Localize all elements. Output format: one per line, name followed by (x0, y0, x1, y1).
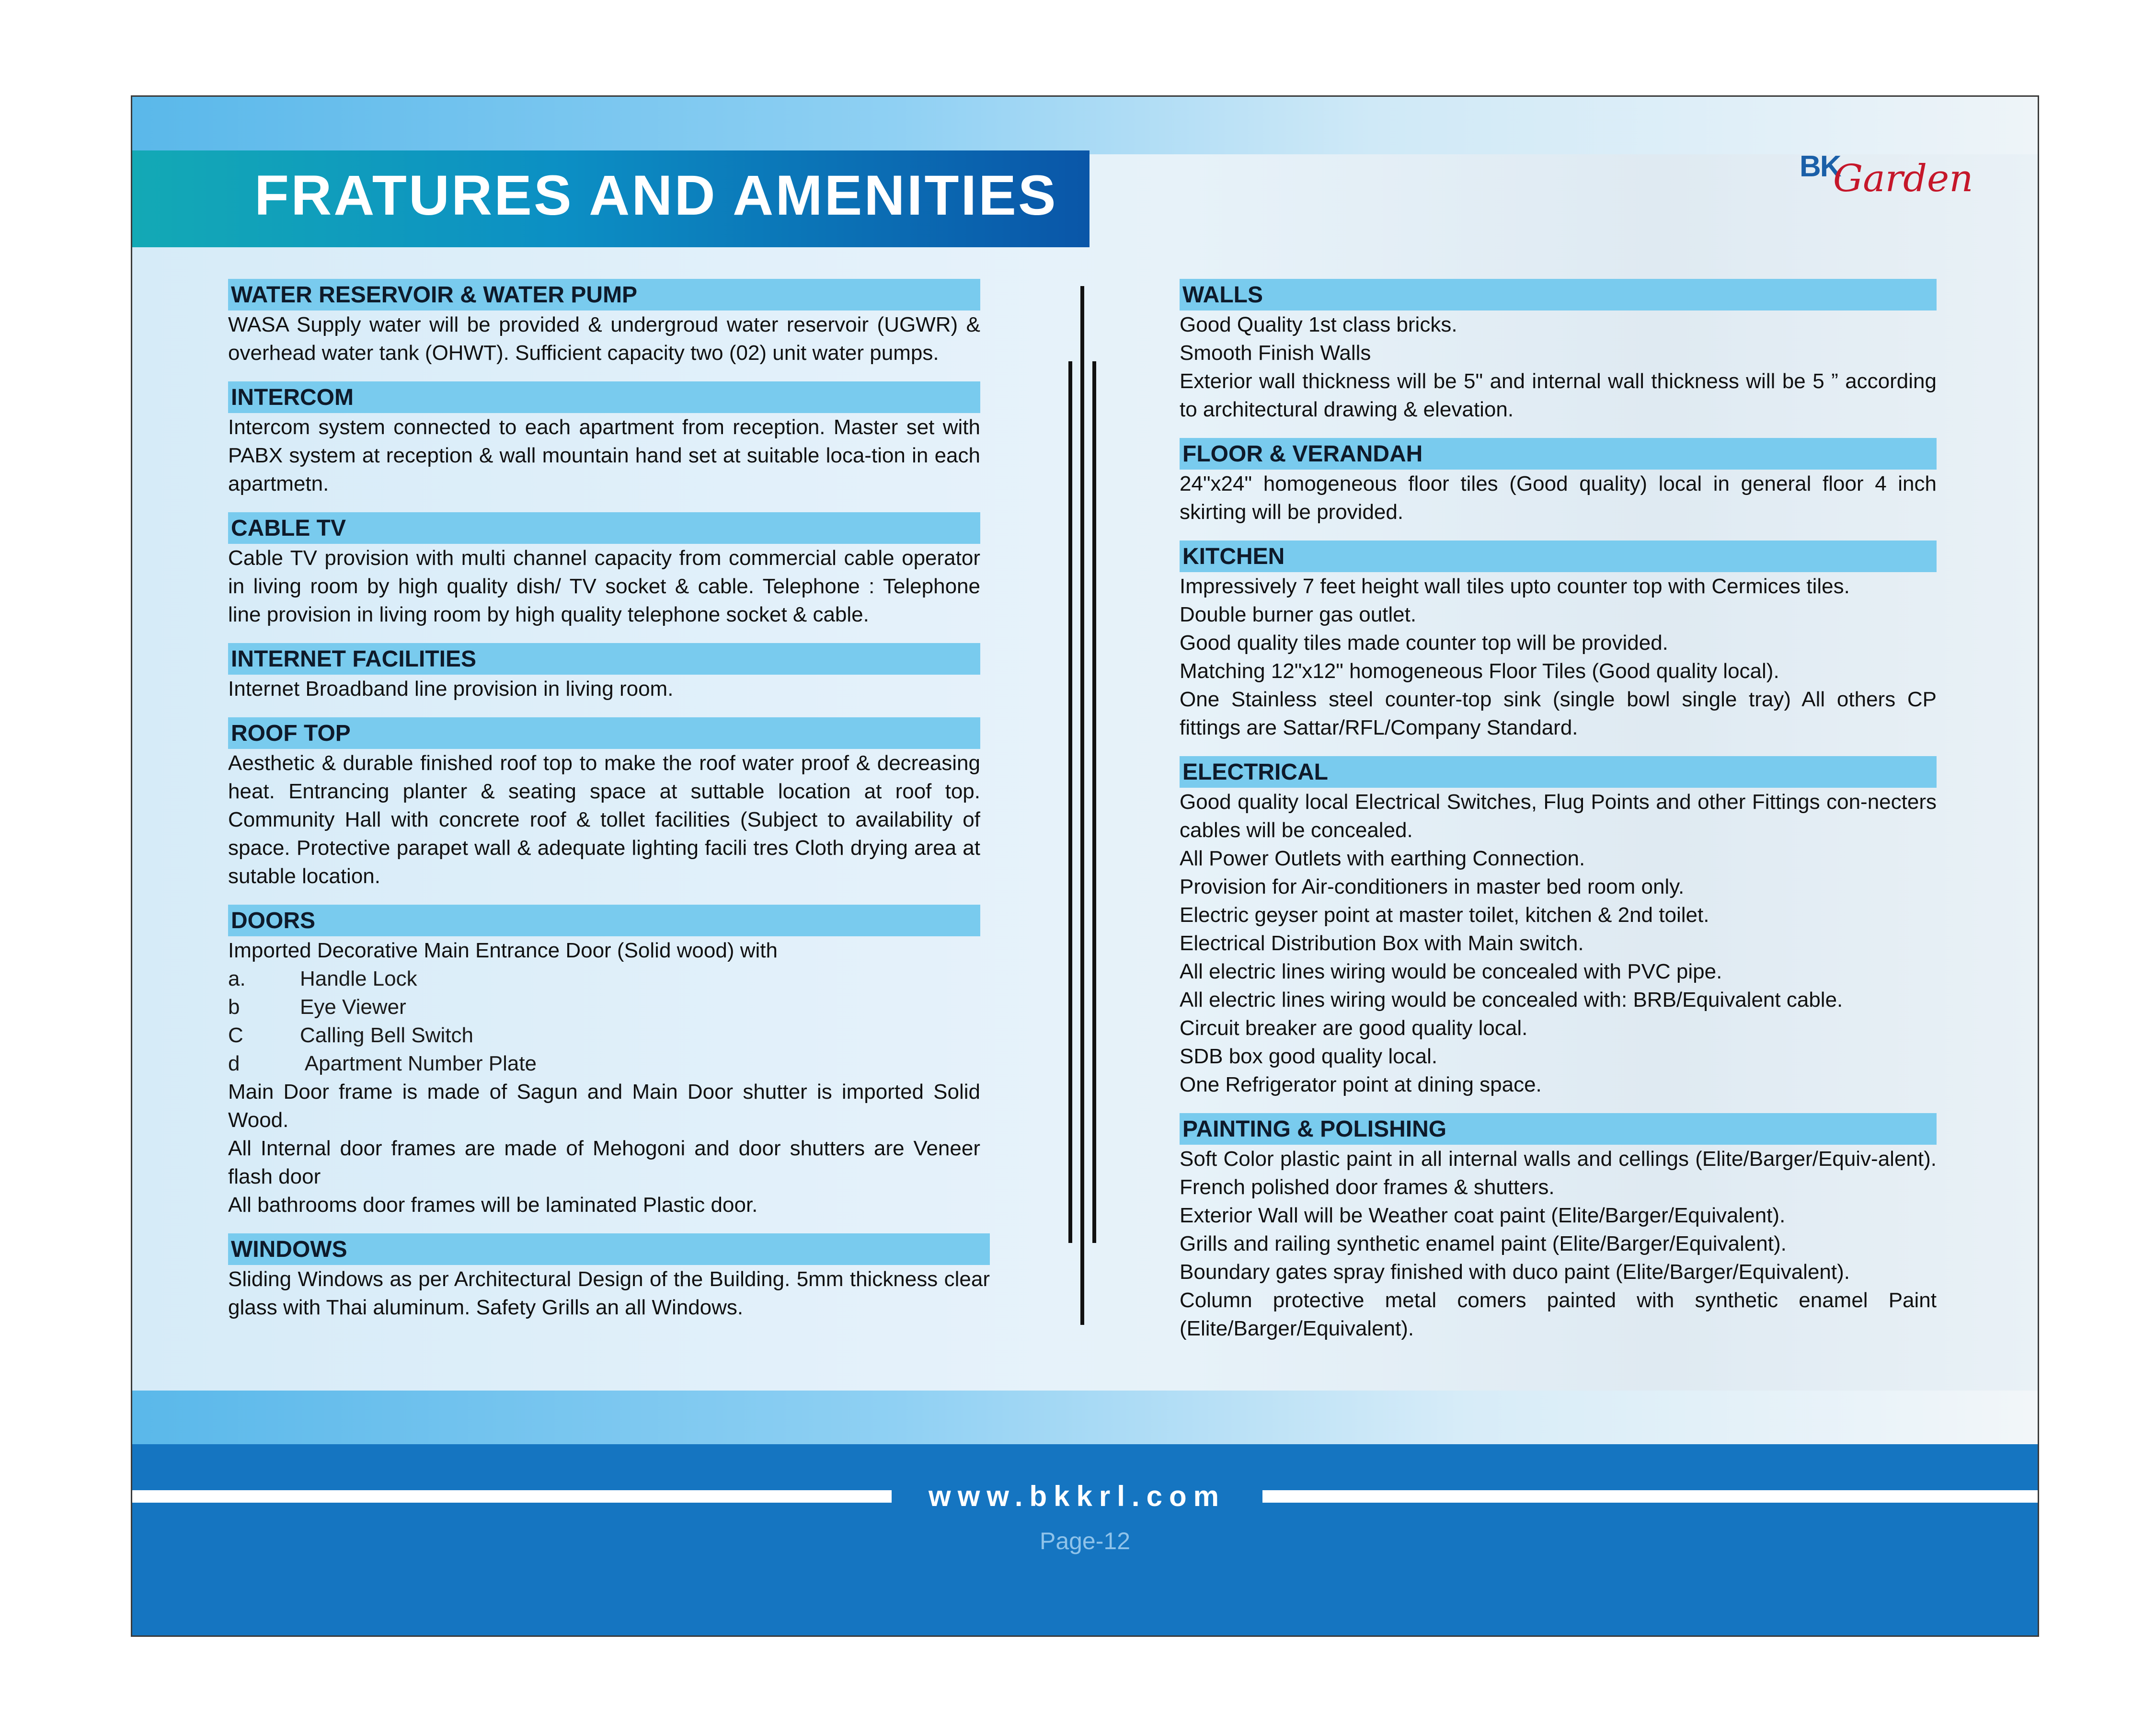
section-text: All bathrooms door frames will be laminated Plastic door. (228, 1193, 758, 1217)
section-text: Exterior Wall will be Weather coat paint (Elite/Barger/Equivalent). (1180, 1204, 1786, 1227)
section-heading: WALLS (1180, 279, 1937, 310)
page-number: Page-12 (1039, 1528, 1131, 1554)
section-text: Good quality tiles made counter top will be provided. (1180, 631, 1668, 655)
section-text: Electrical Distribution Box with Main switch. (1180, 932, 1584, 955)
section-heading: DOORS (228, 905, 980, 936)
column-divider (1092, 361, 1096, 1243)
section-internet (228, 643, 980, 703)
section-text: One Stainless steel counter-top sink (single bowl single tray) All others CP fittings are Sattar/RFL/Company Standard. (1180, 688, 1937, 739)
section-text: Double burner gas outlet. (1180, 603, 1417, 626)
section-text: Grills and railing synthetic enamel paint (Elite/Barger/Equivalent). (1180, 1232, 1787, 1255)
section-walls (1180, 279, 1937, 424)
right-column (1180, 279, 1937, 1357)
bk-garden-logo (1800, 145, 1991, 212)
section-floor (1180, 438, 1937, 526)
website-url[interactable]: www.bkkrl.com (929, 1480, 1226, 1512)
section-heading: WATER RESERVOIR & WATER PUMP (228, 279, 980, 310)
section-text: 24"x24" homogeneous floor tiles (Good quality) local in general floor 4 inch skirting will be provided. (1180, 472, 1937, 524)
section-text: Sliding Windows as per Architectural Design of the Building. 5mm thickness clear glass with Thai aluminum. Safety Grills an all Windows. (228, 1267, 990, 1319)
left-column (228, 279, 990, 1336)
section-heading: INTERCOM (228, 381, 980, 413)
section-text: Circuit breaker are good quality local. (1180, 1016, 1528, 1040)
list-item: d Apartment Number Plate (228, 1052, 537, 1075)
section-text: Soft Color plastic paint in all internal walls and cellings (Elite/Barger/Equiv-alent). French polished door frames & shutters. (1180, 1147, 1937, 1199)
top-gradient-band (132, 97, 2038, 154)
section-electrical (1180, 756, 1937, 1099)
section-heading: CABLE TV (228, 512, 980, 544)
section-painting (1180, 1113, 1937, 1343)
section-heading: KITCHEN (1180, 540, 1937, 572)
section-heading: WINDOWS (228, 1233, 990, 1265)
section-text: Electric geyser point at master toilet, kitchen & 2nd toilet. (1180, 903, 1709, 927)
logo-garden: Garden (1833, 157, 1973, 200)
section-heading: FLOOR & VERANDAH (1180, 438, 1937, 470)
section-heading: INTERNET FACILITIES (228, 643, 980, 675)
section-heading: ROOF TOP (228, 717, 980, 749)
section-text: Internet Broadband line provision in living room. (228, 677, 674, 701)
section-text: Exterior wall thickness will be 5" and internal wall thickness will be 5 ” according to architectural drawing & elevation. (1180, 369, 1937, 421)
list-item: a. Handle Lock (228, 967, 417, 990)
website-link[interactable] (892, 1481, 1262, 1512)
section-heading: PAINTING & POLISHING (1180, 1113, 1937, 1145)
list-item: b Eye Viewer (228, 995, 406, 1019)
section-intercom (228, 381, 980, 498)
section-text: SDB box good quality local. (1180, 1045, 1438, 1068)
section-text: Aesthetic & durable finished roof top to make the roof water proof & decreasing heat. Entrancing planter & seating space at suttable location at roof top. Community Hall with concrete roof & tollet facilities (Subject to availability of space. Protective parapet wall & adequate lighting facili tres Cloth drying area at sutable location. (228, 751, 980, 888)
column-divider (1068, 361, 1072, 1243)
section-text: All Internal door frames are made of Mehogoni and door shutters are Veneer flash door (228, 1137, 980, 1188)
section-text: Matching 12"x12" homogeneous Floor Tiles (Good quality local). (1180, 659, 1779, 683)
section-doors (228, 905, 980, 1219)
list-item: C Calling Bell Switch (228, 1024, 473, 1047)
section-text: Boundary gates spray finished with duco paint (Elite/Barger/Equivalent). (1180, 1260, 1850, 1284)
section-text: Impressively 7 feet height wall tiles upto counter top with Cermices tiles. (1180, 575, 1850, 598)
column-divider (1080, 286, 1084, 1325)
footer-gradient-band (132, 1391, 2038, 1448)
brochure-page (131, 95, 2039, 1637)
section-text: One Refrigerator point at dining space. (1180, 1073, 1542, 1096)
section-text: Provision for Air-conditioners in master bed room only. (1180, 875, 1685, 898)
section-water (228, 279, 980, 367)
section-text: Smooth Finish Walls (1180, 341, 1371, 365)
section-text: All electric lines wiring would be concealed with: BRB/Equivalent cable. (1180, 988, 1843, 1012)
page-title: FRATURES AND AMENITIES (254, 164, 1058, 227)
logo-bk: BK (1800, 150, 1841, 183)
section-text: All Power Outlets with earthing Connection. (1180, 847, 1585, 870)
section-text: WASA Supply water will be provided & undergroud water reservoir (UGWR) & overhead water tank (OHWT). Sufficient capacity two (02) unit water pumps. (228, 313, 980, 365)
section-text: Good Quality 1st class bricks. (1180, 313, 1457, 336)
section-text: Intercom system connected to each apartment from reception. Master set with PABX system at reception & wall mountain hand set at suitable loca-tion in each apartmetn. (228, 415, 980, 495)
section-text: Column protective metal comers painted with synthetic enamel Paint (Elite/Barger/Equivalent). (1180, 1288, 1937, 1340)
section-text: Good quality local Electrical Switches, Flug Points and other Fittings con-necters cables will be concealed. (1180, 790, 1937, 842)
section-text: All electric lines wiring would be concealed with PVC pipe. (1180, 960, 1722, 983)
section-roof-top (228, 717, 980, 890)
section-cable-tv (228, 512, 980, 629)
section-kitchen (1180, 540, 1937, 742)
doors-intro: Imported Decorative Main Entrance Door (Solid wood) with (228, 939, 778, 962)
title-banner (132, 150, 1089, 247)
section-text: Cable TV provision with multi channel capacity from commercial cable operator in living room by high quality dish/ TV socket & cable. Telephone : Telephone line provision in living room by high quality telephone socket & cable. (228, 546, 980, 626)
section-heading: ELECTRICAL (1180, 756, 1937, 788)
section-text: Main Door frame is made of Sagun and Main Door shutter is imported Solid Wood. (228, 1080, 980, 1132)
section-windows (228, 1233, 990, 1322)
